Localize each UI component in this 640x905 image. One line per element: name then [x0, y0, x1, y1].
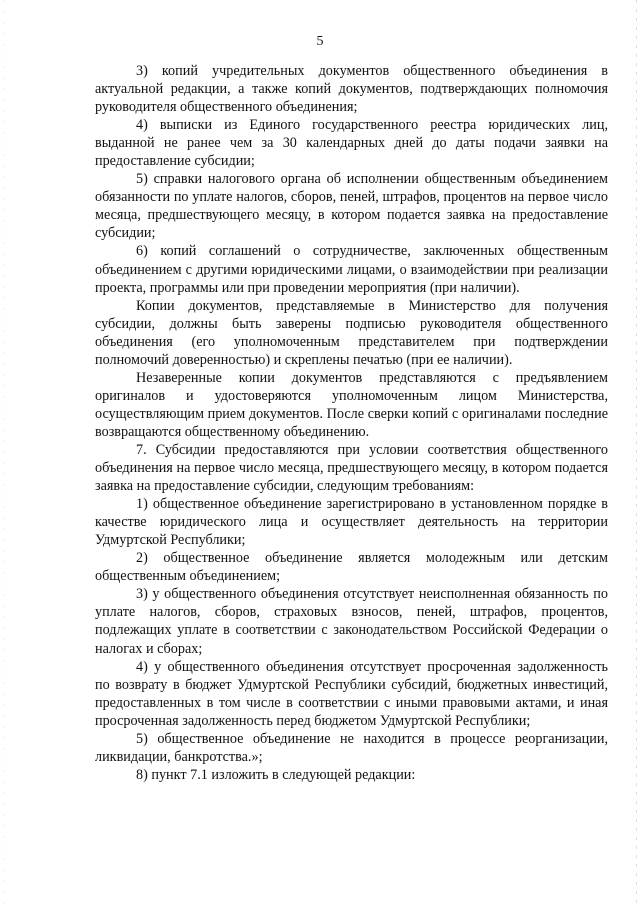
- document-body: [95, 62, 608, 784]
- scan-edge-left: [4, 0, 5, 905]
- paragraph-requirement-4-no-budget-debt: 4) у общественного объединения отсутствует просроченная задолженность по возврату в бюджет Удмуртской Республики субсидий, бюджетных инвестиций, предоставленных в том числе в соответствии с иными правовыми актами, и иная просроченная задолженность перед бюджетом Удмуртской Республики;: [95, 658, 608, 729]
- paragraph-uncertified-copies: Незаверенные копии документов представляются с предъявлением оригиналов и удостоверяются уполномоченным лицом Министерства, осуществляющим прием документов. После сверки копий с оригиналами последние возвращаются общественному объединению.: [95, 369, 608, 440]
- paragraph-copies-certification: Копии документов, представляемые в Министерство для получения субсидии, должны быть заверены подписью руководителя общественного объединения (его уполномоченным представителем при подтверждении полномочий доверенностью) и скреплены печатью (при ее наличии).: [95, 297, 608, 368]
- paragraph-item-5-tax-certificate: 5) справки налогового органа об исполнении общественным объединением обязанности по уплате налогов, сборов, пеней, штрафов, процентов на первое число месяца, предшествующего месяцу, в котором подается заявка на предоставление субсидии;: [95, 171, 608, 242]
- paragraph-item-8-clause-7-1: 8) пункт 7.1 изложить в следующей редакции:: [136, 766, 416, 783]
- paragraph-item-4-registry-extract: 4) выписки из Единого государственного реестра юридических лиц, выданной не ранее чем за 30 календарных дней до даты подачи заявки на предоставление субсидии;: [95, 117, 608, 170]
- paragraph-item-3-founding-docs: 3) копий учредительных документов общественного объединения в актуальной редакции, а также копий документов, подтверждающих полномочия руководителя общественного объединения;: [95, 63, 608, 116]
- paragraph-requirement-3-no-tax-debt: 3) у общественного объединения отсутствует неисполненная обязанность по уплате налогов, сборов, страховых взносов, пеней, штрафов, процентов, подлежащих уплате в соответствии с законодательством Российской Федерации о налогах и сборах;: [95, 586, 608, 657]
- paragraph-requirement-5-no-liquidation: 5) общественное объединение не находится в процессе реорганизации, ликвидации, банкротства.»;: [95, 730, 608, 765]
- paragraph-requirement-1-registration: 1) общественное объединение зарегистрировано в установленном порядке в качестве юридического лица и осуществляет деятельность на территории Удмуртской Республики;: [95, 496, 608, 549]
- paragraph-requirement-2-youth-association: 2) общественное объединение является молодежным или детским общественным объединением;: [95, 550, 608, 585]
- page-number: 5: [316, 34, 324, 49]
- paragraph-clause-7-conditions: 7. Субсидии предоставляются при условии соответствия общественного объединения на первое число месяца, предшествующего месяцу, в котором подается заявка на предоставление субсидии, следующим требованиям:: [95, 441, 608, 495]
- scan-edge-right: [636, 0, 637, 905]
- paragraph-item-6-cooperation-agreements: 6) копий соглашений о сотрудничестве, заключенных общественным объединением с другими юридическими лицами, о взаимодействии при реализации проекта, программы или при проведении мероприятия (при наличии).: [95, 243, 608, 296]
